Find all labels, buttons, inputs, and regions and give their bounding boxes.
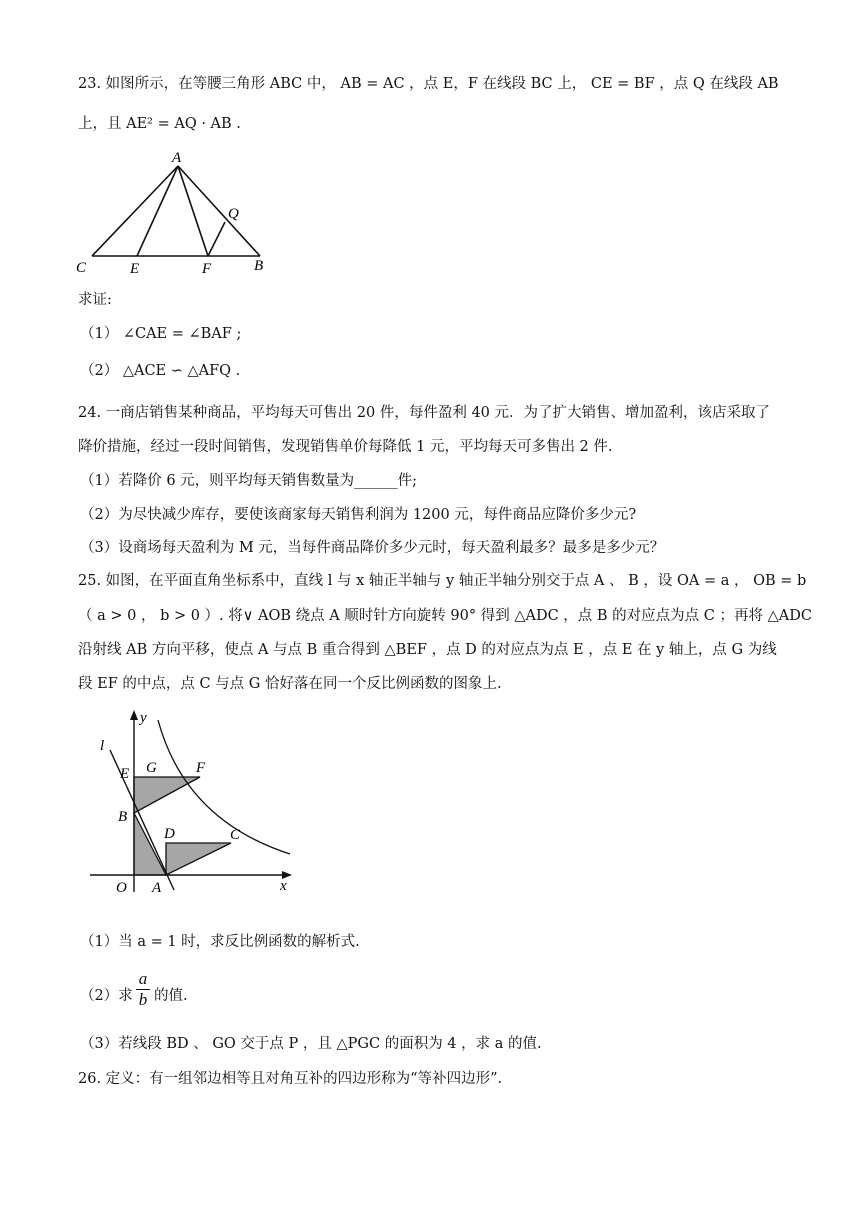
q24-part3: （3）设商场每天盈利为 M 元，当每件商品降价多少元时，每天盈利最多？最多是多少元？ bbox=[80, 540, 665, 556]
q24-stem-line1: 24. 一商店销售某种商品，平均每天可售出 20 件，每件盈利 40 元．为了扩大销售、增加盈利，该店采取了 bbox=[78, 405, 771, 421]
q23-label-c: C bbox=[76, 260, 87, 276]
q23-part1: （1） ∠CAE = ∠BAF ; bbox=[80, 326, 242, 342]
q25-label-e: E bbox=[120, 766, 130, 782]
q23-prove-label: 求证: bbox=[78, 292, 112, 308]
q25-label-b: B bbox=[118, 809, 128, 825]
q26-stem-line1: 26. 定义：有一组邻边相等且对角互补的四边形称为“等补四边形”. bbox=[78, 1071, 503, 1087]
q25-stem-line3: 沿射线 AB 方向平移，使点 A 与点 B 重合得到 △BEF ，点 D 的对应点为点 E ，点 E 在 y 轴上，点 G 为线 bbox=[78, 642, 777, 658]
q25-part2-prefix: （2）求 bbox=[80, 988, 133, 1004]
q25-coordinate-figure bbox=[80, 700, 310, 900]
q25-label-a: A bbox=[152, 880, 162, 896]
q23-stem-line2: 上，且 AE² = AQ · AB . bbox=[78, 116, 241, 132]
q24-part1: （1）若降价 6 元，则平均每天销售数量为______件; bbox=[80, 473, 418, 489]
q25-label-d: D bbox=[164, 826, 175, 842]
q23-label-a: A bbox=[172, 150, 182, 166]
q25-label-y: y bbox=[140, 710, 147, 726]
q25-triangle-adc bbox=[166, 843, 231, 875]
q25-stem-line2: （ a > 0 ， b > 0 ）. 将∨ AOB 绕点 A 顺时针方向旋转 90° 得到 △ADC ，点 B 的对应点为点 C ；再将 △ADC bbox=[78, 608, 812, 624]
q25-triangle-aob bbox=[134, 813, 166, 875]
q25-label-l: l bbox=[100, 738, 105, 754]
q25-label-c: C bbox=[230, 827, 241, 843]
q25-label-f: F bbox=[196, 760, 206, 776]
q25-label-x: x bbox=[280, 878, 287, 894]
q25-part2-suffix: 的值. bbox=[154, 988, 188, 1004]
q25-part2-fraction bbox=[136, 970, 150, 1009]
q23-label-f: F bbox=[202, 261, 212, 277]
q23-stem-line1: 23. 如图所示，在等腰三角形 ABC 中， AB = AC ，点 E，F 在线段 BC 上， CE = BF ，点 Q 在线段 AB bbox=[78, 76, 779, 92]
q23-part2: （2） △ACE ∽ △AFQ . bbox=[80, 363, 241, 379]
q25-label-g: G bbox=[146, 760, 157, 776]
q24-stem-line2: 降价措施，经过一段时间销售，发现销售单价每降低 1 元，平均每天可多售出 2 件. bbox=[78, 439, 613, 455]
q23-label-q: Q bbox=[228, 206, 239, 222]
q25-part2 bbox=[80, 970, 860, 1014]
q25-stem-line1: 25. 如图，在平面直角坐标系中，直线 l 与 x 轴正半轴与 y 轴正半轴分别交于点 A 、 B ，设 OA = a ， OB = b bbox=[78, 573, 807, 589]
q23-label-e: E bbox=[130, 261, 140, 277]
q23-triangle-figure bbox=[70, 146, 300, 278]
q25-y-arrow-icon bbox=[130, 710, 138, 720]
q25-triangle-bef bbox=[134, 777, 200, 813]
q25-stem-line4: 段 EF 的中点，点 C 与点 G 恰好落在同一个反比例函数的图象上. bbox=[78, 676, 502, 692]
q25-fraction-numerator: a bbox=[138, 969, 148, 988]
q25-part3: （3）若线段 BD 、 GO 交于点 P ，且 △PGC 的面积为 4 ，求 a 的值. bbox=[80, 1036, 542, 1052]
q25-part1: （1）当 a = 1 时，求反比例函数的解析式. bbox=[80, 934, 360, 950]
q25-fraction-denominator: b bbox=[138, 990, 148, 1009]
q23-label-b: B bbox=[254, 258, 264, 274]
q25-label-o: O bbox=[116, 880, 127, 896]
q24-part2: （2）为尽快减少库存，要使该商家每天销售利润为 1200 元，每件商品应降价多少元? bbox=[80, 507, 637, 523]
